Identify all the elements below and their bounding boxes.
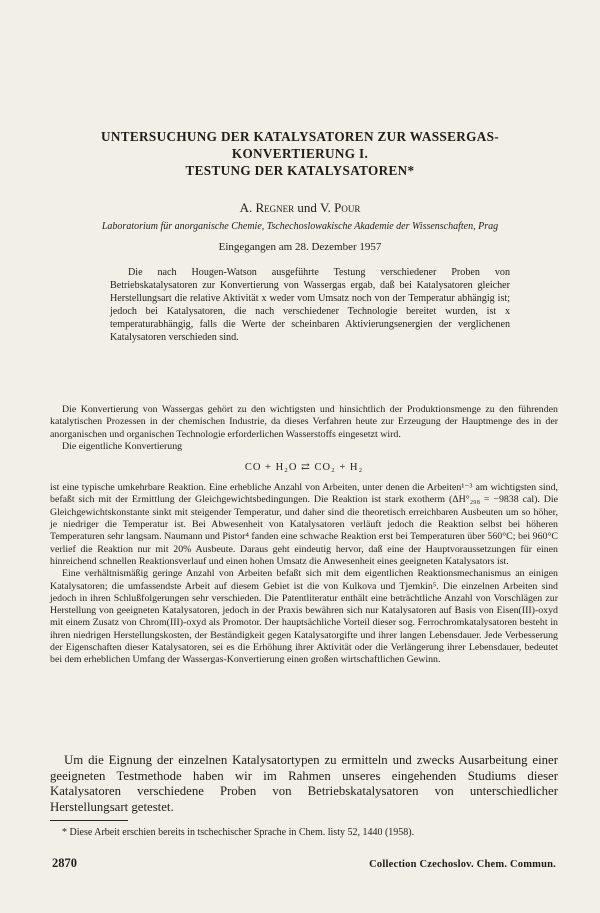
affiliation: Laboratorium für anorganische Chemie, Tschechoslowakische Akademie der Wissenschaften, Prag — [101, 221, 499, 232]
body-paragraph: Die Konvertierung von Wassergas gehört zu den wichtigsten und hinsichtlich der Produktionsmenge zu den führenden katalytischen Prozessen in der chemischen Industrie, da dieses Verfahren heute zur Erzeugung der Hauptmenge des in der anorganischen und organischen Technologie erforderlichen Wasserstoffs eingesetzt wird. — [50, 404, 558, 440]
author-name: Regner — [255, 200, 295, 215]
body-paragraph: Die eigentliche Konvertierung — [62, 440, 183, 452]
author-initial: V. — [319, 200, 335, 215]
title-line: KONVERTIERUNG I. — [231, 146, 369, 161]
page-number: 2870 — [52, 856, 77, 870]
body-paragraph: Eine verhältnismäßig geringe Anzahl von Arbeiten befaßt sich mit dem eigentlichen Reaktionsmechanismus an einigen Katalysatoren; die umfassendste Arbeit auf diesem Gebiet ist die von Kulkova und Tjemkin⁵. Die einzelnen Arbeiten sind jedoch in ihren Schlußfolgerungen sehr verschieden. Die Patentliteratur enthält eine beträchtliche Anzahl von Vorschlägen zur Herstellung von geeigneten Katalysatoren, jedoch in der Praxis bewähren sich nur Katalysatoren auf Basis von Eisen(III)-oxyd mit einem Zusatz von Chrom(III)-oxyd als Promotor. Der hauptsächliche Vorteil dieser sog. Ferrochromkatalysatoren besteht in ihren niedrigen Herstellungskosten, der Beständigkeit gegen Katalysatorgifte und ihrer langen Lebensdauer. Jede Verbesserung der Eigenschaften dieser Katalysatoren, sei es die Erhöhung ihrer Aktivität oder die Verlängerung ihrer Lebensdauer, bedeutet bei dem erheblichen Umfang der Wassergas-Konvertierung einen großen wirtschaftlichen Gewinn. — [50, 568, 558, 666]
article-body — [50, 404, 558, 667]
reaction-equation: CO + H₂O ⇄ CO₂ + H₂ — [244, 462, 364, 474]
article-title — [42, 128, 558, 179]
large-type-paragraph: Um die Eignung der einzelnen Katalysatortypen zu ermitteln und zwecks Ausarbeitung einer geeigneten Testmethode haben wir im Rahmen unseres eingehenden Studiums dieser Katalysatoren verschiedene Proben von Betriebskatalysatoren von unterschiedlicher Herstellungsart getestet. — [50, 753, 558, 814]
authors-conjunction: und — [294, 200, 320, 215]
footnote: * Diese Arbeit erschien bereits in tschechischer Sprache in Chem. listy 52, 1440 (1958). — [62, 827, 415, 838]
received-date: Eingegangen am 28. Dezember 1957 — [218, 241, 382, 253]
authors — [42, 200, 558, 216]
abstract: Die nach Hougen-Watson ausgeführte Testung verschiedener Proben von Betriebskatalysatoren zur Konvertierung von Wassergas ergab, daß bei Katalysatoren gleicher Herstellungsart die relative Aktivität x weder vom Umsatz noch von der Temperatur abhängig ist; jedoch bei Katalysatoren, die nach verschiedener Technologie bereitet wurden, ist x temperaturabhängig, falls die Werte der scheinbaren Aktivierungsenergien der verglichenen Katalysatoren verschieden sind. — [110, 267, 510, 344]
author-name: Pour — [334, 200, 361, 215]
journal-name: Collection Czechoslov. Chem. Commun. — [369, 859, 556, 870]
body-paragraph: ist eine typische umkehrbare Reaktion. Eine erhebliche Anzahl von Arbeiten, unter denen die Arbeiten¹⁻³ am wichtigsten sind, befaßt sich mit der Ermittlung der Gleichgewichtsbedingungen. Die Reaktion ist stark exotherm (ΔH°₂₉₈ = −9838 cal). Die Gleichgewichtskonstante sinkt mit steigender Temperatur, und daher sind die theoretisch erreichbaren Ausbeuten um so höher, je niedriger die Temperatur ist. Bei Abwesenheit von Katalysatoren verläuft jedoch die Reaktion selbst bei höheren Temperaturen sehr langsam. Naumann und Pistor⁴ fanden eine schwache Reaktion erst bei Temperaturen über 560°C; bei 960°C verlief die Reaktion nur mit 20% Ausbeute. Daraus geht eindeutig hervor, daß eine der Hauptvoraussetzungen für einen hinreichend schnellen Reaktionsverlauf und einen hohen Umsatz die Anwesenheit eines geeigneten Katalysators ist. — [50, 482, 558, 567]
title-line: UNTERSUCHUNG DER KATALYSATOREN ZUR WASSERGAS- — [100, 129, 500, 144]
title-line: TESTUNG DER KATALYSATOREN* — [185, 163, 415, 178]
author-initial: A. — [239, 200, 256, 215]
footnote-divider — [50, 820, 128, 821]
